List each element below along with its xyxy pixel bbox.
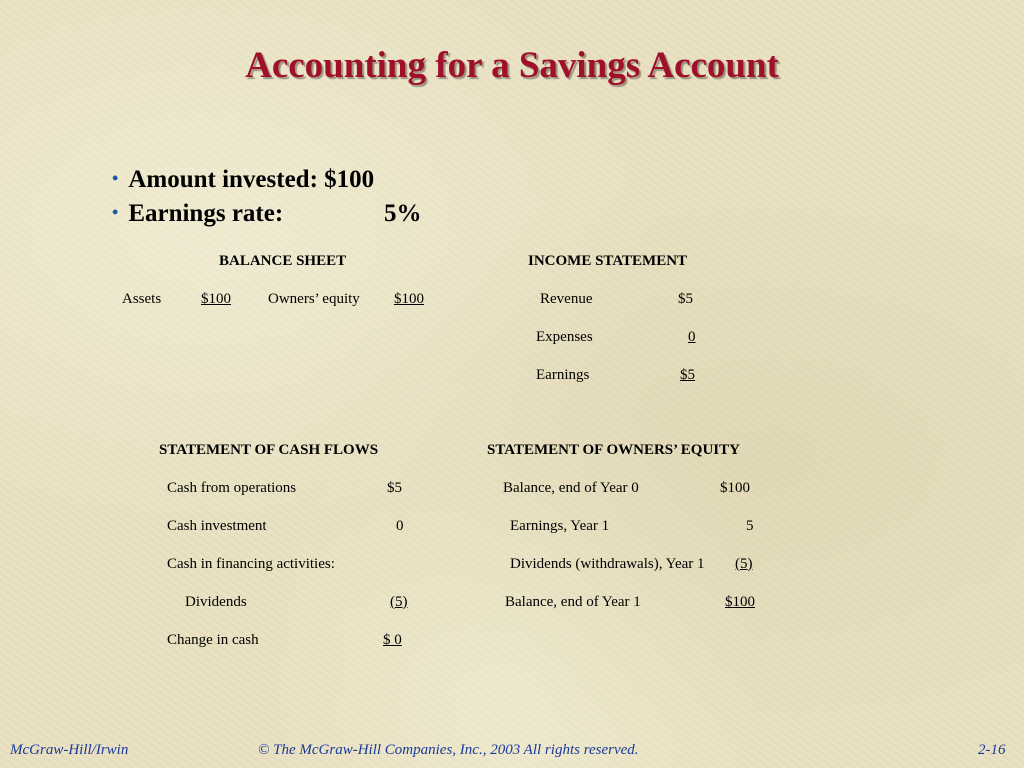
- revenue-label: Revenue: [540, 291, 593, 307]
- earnings-year1-value: 5: [746, 518, 754, 534]
- cash-financing-label: Cash in financing activities:: [167, 556, 335, 572]
- assets-label: Assets: [122, 291, 162, 307]
- balance-year0-value: $100: [720, 480, 750, 496]
- expenses-value: 0: [688, 329, 696, 345]
- balance-year0-label: Balance, end of Year 0: [503, 480, 639, 496]
- equity-label: Owners’ equity: [268, 291, 360, 307]
- earnings-value: $5: [680, 367, 695, 383]
- cash-investment-value: 0: [396, 518, 404, 534]
- cash-flows-header: STATEMENT OF CASH FLOWS: [159, 442, 379, 458]
- cash-investment-label: Cash investment: [167, 518, 267, 534]
- revenue-value: $5: [678, 291, 693, 307]
- dividends-value: (5): [390, 594, 408, 610]
- footer-publisher: McGraw-Hill/Irwin: [10, 742, 129, 758]
- assets-value: $100: [201, 291, 231, 307]
- footer-copyright: © The McGraw-Hill Companies, Inc., 2003 All rights reserved.: [258, 742, 639, 758]
- change-in-cash-value: $ 0: [383, 632, 402, 648]
- footer-page-number: 2-16: [978, 742, 1006, 758]
- bullet-list: [112, 163, 422, 231]
- earnings-year1-label: Earnings, Year 1: [510, 518, 610, 534]
- bullet-item-amount: [112, 163, 374, 197]
- balance-year1-value: $100: [725, 594, 755, 610]
- earnings-label: Earnings: [536, 367, 590, 383]
- expenses-label: Expenses: [536, 329, 593, 345]
- change-in-cash-label: Change in cash: [167, 632, 259, 648]
- owners-equity-header: STATEMENT OF OWNERS’ EQUITY: [487, 442, 740, 458]
- bullet-item-rate: [112, 197, 422, 231]
- bullet-text: Earnings rate:: [128, 200, 284, 227]
- dividends-label: Dividends: [185, 594, 247, 610]
- balance-sheet-header: BALANCE SHEET: [219, 253, 347, 269]
- bullet-dot-icon: •: [112, 202, 119, 222]
- dividends-year1-label: Dividends (withdrawals), Year 1: [510, 556, 705, 572]
- equity-value: $100: [394, 291, 424, 307]
- slide-title: Accounting for a Savings Account: [245, 45, 779, 86]
- bullet-dot-icon: •: [112, 168, 119, 188]
- balance-year1-label: Balance, end of Year 1: [505, 594, 641, 610]
- dividends-year1-value: (5): [735, 556, 753, 572]
- bullet-text: Amount invested: $100: [128, 166, 375, 193]
- income-statement-header: INCOME STATEMENT: [528, 253, 688, 269]
- cash-operations-value: $5: [387, 480, 402, 496]
- bullet-value: 5%: [384, 200, 422, 227]
- cash-operations-label: Cash from operations: [167, 480, 297, 496]
